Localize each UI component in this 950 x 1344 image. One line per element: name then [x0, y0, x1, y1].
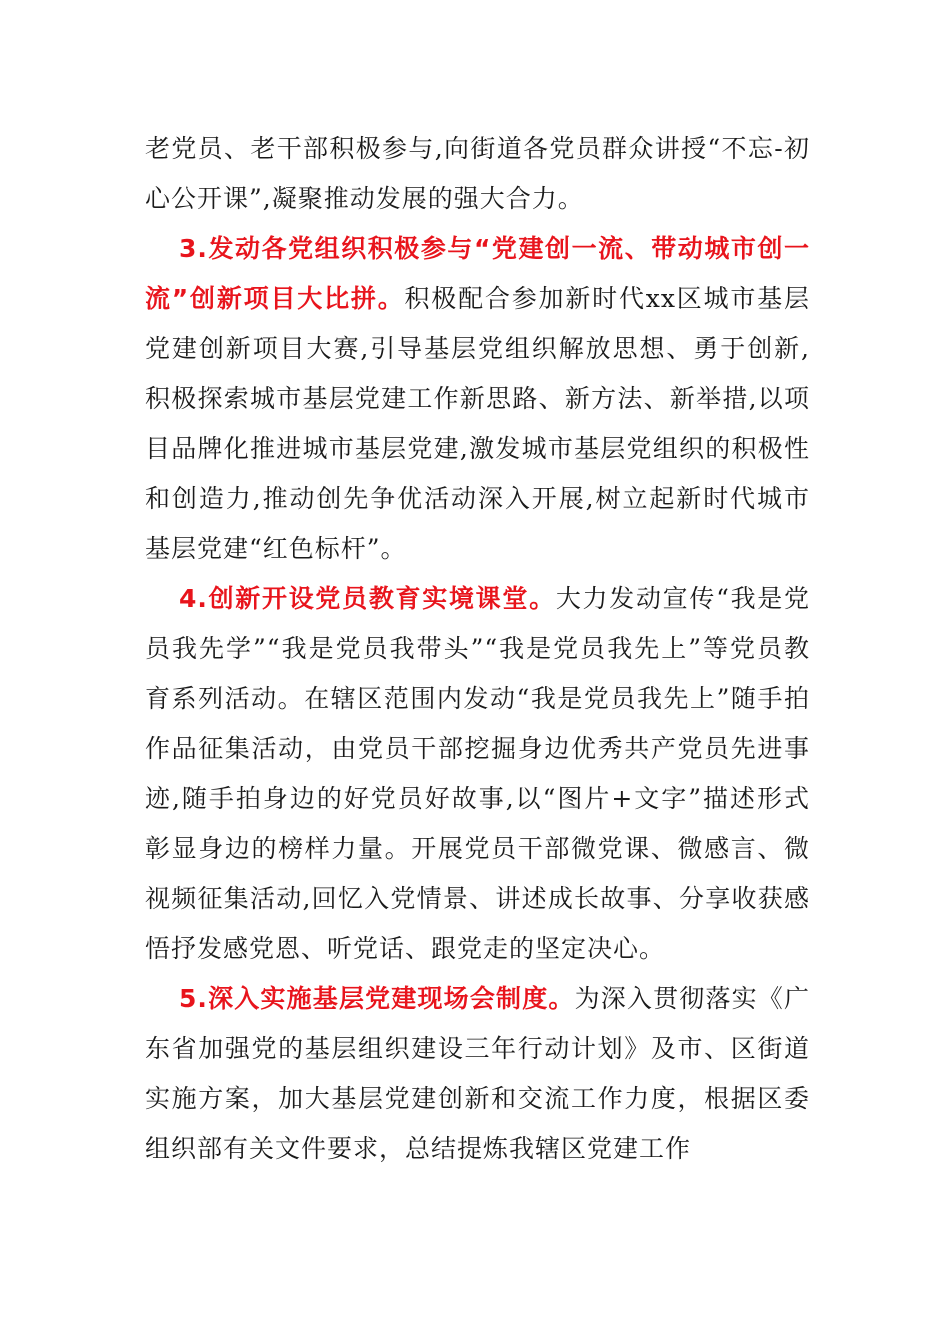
document-body [145, 124, 810, 1174]
paragraph-body: 积极配合参加新时代xx区城市基层党建创新项目大赛,引导基层党组织解放思想、勇于创新,积极探索城市基层党建工作新思路、新方法、新举措,以项目品牌化推进城市基层党建,激发城市基层党组织的积极性和创造力,推动创先争优活动深入开展,树立起新时代城市基层党建“红色标杆”。 [145, 284, 810, 563]
paragraph-body: 老党员、老干部积极参与,向街道各党员群众讲授“不忘-初心公开课”,凝聚推动发展的强大合力。 [145, 134, 810, 213]
paragraph-item-3 [145, 224, 810, 574]
paragraph-item-5 [145, 974, 810, 1174]
paragraph-body: 为深入贯彻落实《广东省加强党的基层组织建设三年行动计划》及市、区街道实施方案，加大基层党建创新和交流工作力度，根据区委组织部有关文件要求，总结提炼我辖区党建工作 [145, 984, 810, 1163]
paragraph-heading: 4.创新开设党员教育实境课堂。 [179, 584, 556, 613]
paragraph-body: 大力发动宣传“我是党员我先学”“我是党员我带头”“我是党员我先上”等党员教育系列活动。在辖区范围内发动“我是党员我先上”随手拍作品征集活动，由党员干部挖掘身边优秀共产党员先进事迹,随手拍身边的好党员好故事,以“图片+文字”描述形式彰显身边的榜样力量。开展党员干部微党课、微感言、微视频征集活动,回忆入党情景、讲述成长故事、分享收获感悟抒发感党恩、听党话、跟党走的坚定决心。 [145, 584, 810, 963]
paragraph-heading: 3.发动各党组织积极参与“党建创一流、带动城市创一流”创新项目大比拼。 [145, 234, 810, 313]
paragraph-continued [145, 124, 810, 224]
paragraph-item-4 [145, 574, 810, 974]
paragraph-heading: 5.深入实施基层党建现场会制度。 [179, 984, 575, 1013]
